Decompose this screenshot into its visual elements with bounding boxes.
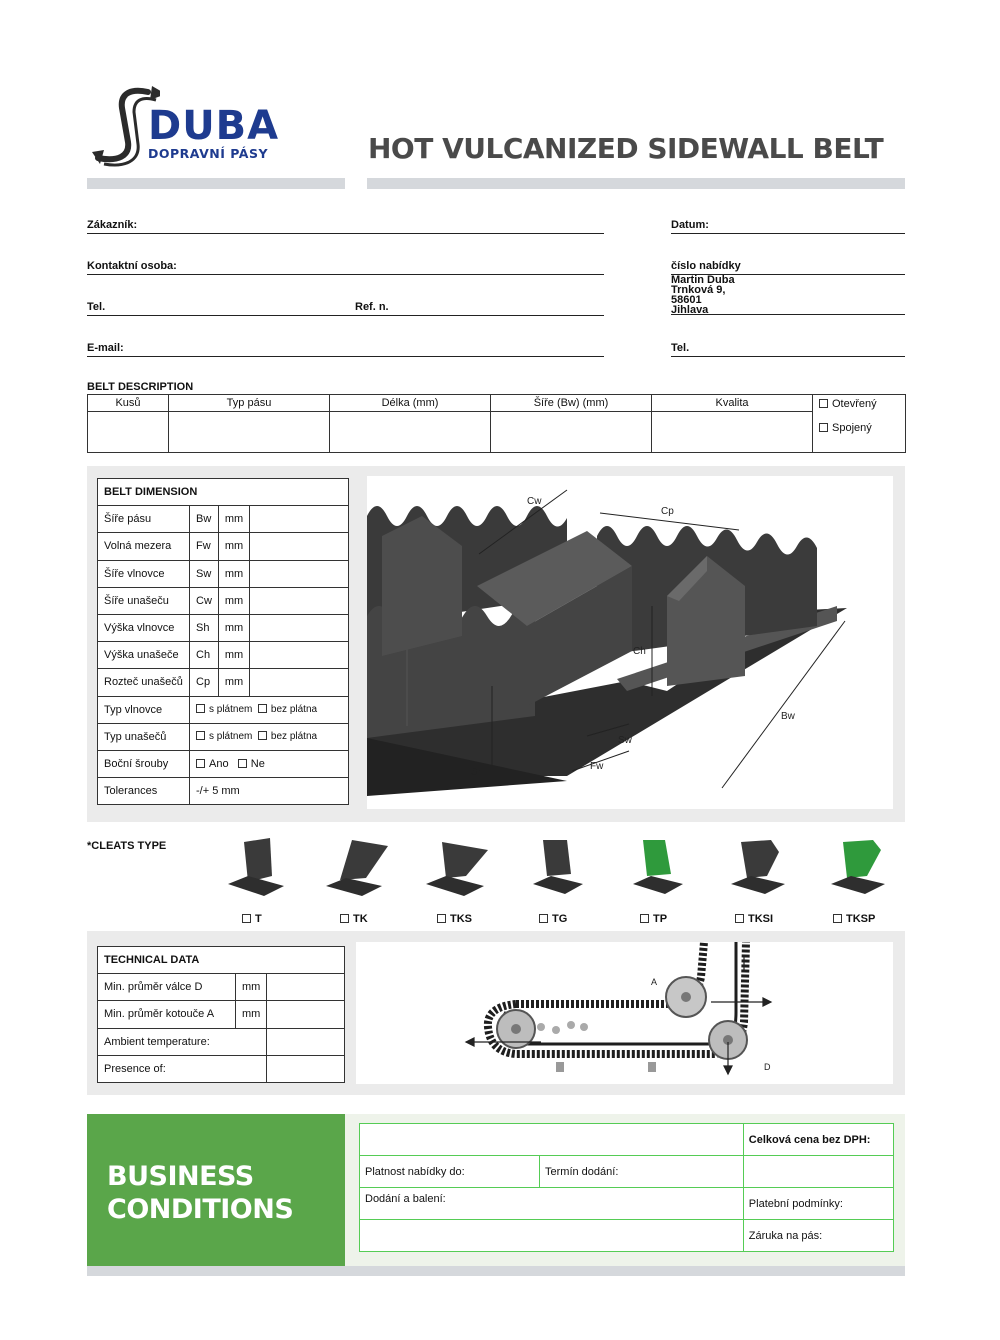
cleat-option-tks[interactable]: TKS — [422, 836, 492, 925]
checkbox[interactable] — [258, 731, 267, 740]
checkbox[interactable] — [196, 759, 205, 768]
belt-dimension-heading: BELT DIMENSION — [98, 479, 349, 506]
cleat-tksp-icon — [827, 836, 897, 898]
dimension-row: Šíře vlnovce Sw mm — [98, 560, 349, 587]
diagram-label-cp: Cp — [661, 506, 674, 517]
col-header: Šíře (Bw) (mm) — [491, 395, 652, 412]
checkbox[interactable] — [437, 914, 446, 923]
value-cell[interactable] — [250, 560, 349, 587]
total-price-label: Celková cena bez DPH: — [743, 1124, 893, 1156]
sidewall-belt-illustration — [367, 476, 893, 809]
diagram-label-sw: Sw — [618, 735, 632, 746]
blank-cell[interactable] — [360, 1220, 744, 1252]
pulley-diagram — [356, 942, 893, 1084]
value-cell[interactable] — [250, 506, 349, 533]
cleat-option-tp[interactable]: TP — [627, 836, 697, 925]
belt-dimension-table — [97, 478, 349, 805]
tech-row: Min. průměr kotouče A mm — [98, 1001, 345, 1028]
dimension-row: Rozteč unašečů Cp mm — [98, 669, 349, 696]
checkbox[interactable] — [258, 704, 267, 713]
cleats-row — [222, 836, 882, 928]
technical-data-heading: TECHNICAL DATA — [98, 947, 345, 974]
logo-wordmark: DUBA — [148, 103, 280, 149]
cleat-option-tksi[interactable]: TKSI — [727, 836, 797, 925]
address-line: 58601 — [671, 294, 702, 306]
address-line: Jihlava — [671, 304, 709, 316]
customer-field[interactable]: Zákazník: — [87, 219, 604, 234]
technical-data-table — [97, 946, 345, 1083]
delivery-packing-label: Dodání a balení: — [360, 1188, 744, 1220]
header-bar-left — [87, 178, 345, 189]
diagram-label-d: D — [764, 1062, 771, 1072]
cleat-fabric-row: Typ unašečů s plátnem bez plátna — [98, 723, 349, 750]
input-cell-quantity[interactable] — [88, 412, 169, 453]
contact-person-field[interactable]: Kontaktní osoba: — [87, 260, 604, 275]
dimension-row: Volná mezera Fw mm — [98, 533, 349, 560]
diagram-label-ch: Ch — [633, 646, 646, 657]
value-cell[interactable] — [250, 587, 349, 614]
col-header: Délka (mm) — [330, 395, 491, 412]
input-cell-quality[interactable] — [652, 412, 813, 453]
diagram-label-sh: Sh — [471, 767, 484, 778]
blank-cell[interactable] — [360, 1124, 744, 1156]
cleat-option-tksp[interactable]: TKSP — [827, 836, 897, 925]
checkbox[interactable] — [735, 914, 744, 923]
cleat-option-t[interactable]: T — [222, 836, 292, 925]
cleats-type-heading: *CLEATS TYPE — [87, 840, 167, 852]
tech-row: Min. průměr válce D mm — [98, 974, 345, 1001]
value-cell[interactable] — [267, 1001, 345, 1028]
conveyor-pulley-illustration — [356, 942, 893, 1084]
date-field[interactable]: Datum: — [671, 219, 905, 234]
value-cell[interactable] — [250, 642, 349, 669]
cleat-option-tg[interactable]: TG — [527, 836, 597, 925]
checkbox[interactable] — [539, 914, 548, 923]
cleat-tks-icon — [422, 836, 492, 898]
value-cell[interactable] — [250, 614, 349, 641]
value-cell[interactable] — [267, 974, 345, 1001]
page-title: HOT VULCANIZED SIDEWALL BELT — [368, 132, 884, 165]
business-conditions-table — [359, 1123, 894, 1252]
delivery-term-label: Termín dodání: — [540, 1156, 744, 1188]
dimension-row: Šíře pásu Bw mm — [98, 506, 349, 533]
tolerances-row: Tolerances -/+ 5 mm — [98, 778, 349, 805]
tel-field[interactable]: Tel. — [87, 301, 352, 316]
checkbox[interactable] — [196, 731, 205, 740]
offer-validity-label: Platnost nabídky do: — [360, 1156, 540, 1188]
checkbox[interactable] — [340, 914, 349, 923]
col-header: Kusů — [88, 395, 169, 412]
offer-number-field[interactable]: číslo nabídky — [671, 260, 905, 275]
cleat-t-icon — [222, 836, 292, 898]
belt-joint-options — [813, 395, 906, 453]
value-cell[interactable] — [267, 1055, 345, 1082]
cleat-tp-icon — [627, 836, 697, 898]
side-bolts-row: Boční šrouby Ano Ne — [98, 750, 349, 777]
diagram-label-a: A — [651, 977, 658, 987]
business-title-block — [87, 1114, 345, 1266]
tel-right-field[interactable]: Tel. — [671, 342, 905, 357]
checkbox[interactable] — [640, 914, 649, 923]
col-header: Typ pásu — [169, 395, 330, 412]
cleat-tg-icon — [527, 836, 597, 898]
input-cell-length[interactable] — [330, 412, 491, 453]
value-cell[interactable] — [250, 533, 349, 560]
input-cell-belt-type[interactable] — [169, 412, 330, 453]
header-bar-right — [367, 178, 905, 189]
tech-row: Ambient temperature: — [98, 1028, 345, 1055]
col-header: Kvalita — [652, 395, 813, 412]
delivery-term-value[interactable] — [743, 1156, 893, 1188]
payment-terms-label: Platební podmínky: — [743, 1188, 893, 1220]
belt-description-table — [87, 394, 906, 453]
business-title-line1: BUSINESS — [107, 1161, 254, 1192]
belt-description-heading: BELT DESCRIPTION — [87, 381, 194, 393]
input-cell-width[interactable] — [491, 412, 652, 453]
diagram-label-cw: Cw — [527, 496, 542, 507]
logo-subtitle: DOPRAVNÍ PÁSY — [148, 146, 268, 161]
cleat-tk-icon — [322, 836, 392, 898]
option-open[interactable]: Otevřený — [819, 398, 899, 410]
dimension-row: Šíře unašeču Cw mm — [98, 587, 349, 614]
option-joined[interactable]: Spojený — [819, 422, 899, 434]
address-line: Martin Duba — [671, 274, 735, 286]
dimension-row: Výška unašeče Ch mm — [98, 642, 349, 669]
sidewall-type-row: Typ vlnovce s plátnem bez plátna — [98, 696, 349, 723]
value-cell[interactable] — [267, 1028, 345, 1055]
company-logo — [90, 86, 320, 168]
address-line: Trnková 9, — [671, 284, 726, 296]
tech-row: Presence of: — [98, 1055, 345, 1082]
diagram-label-fw: Fw — [590, 761, 604, 772]
cleat-tksi-icon — [727, 836, 797, 898]
cleat-option-tk[interactable]: TK — [322, 836, 392, 925]
email-field[interactable]: E-mail: — [87, 342, 604, 357]
checkbox[interactable] — [819, 399, 828, 408]
checkbox[interactable] — [242, 914, 251, 923]
dimension-row: Výška vlnovce Sh mm — [98, 614, 349, 641]
warranty-label: Záruka na pás: — [743, 1220, 893, 1252]
business-title-line2: CONDITIONS — [107, 1194, 294, 1225]
checkbox[interactable] — [819, 423, 828, 432]
diagram-label-bw: Bw — [781, 711, 795, 722]
checkbox[interactable] — [833, 914, 842, 923]
checkbox[interactable] — [238, 759, 247, 768]
value-cell[interactable] — [250, 669, 349, 696]
belt-dimension-diagram — [367, 476, 893, 809]
checkbox[interactable] — [196, 704, 205, 713]
address-block — [671, 275, 905, 315]
footer-bar — [87, 1266, 905, 1276]
ref-field[interactable]: Ref. n. — [352, 301, 604, 316]
